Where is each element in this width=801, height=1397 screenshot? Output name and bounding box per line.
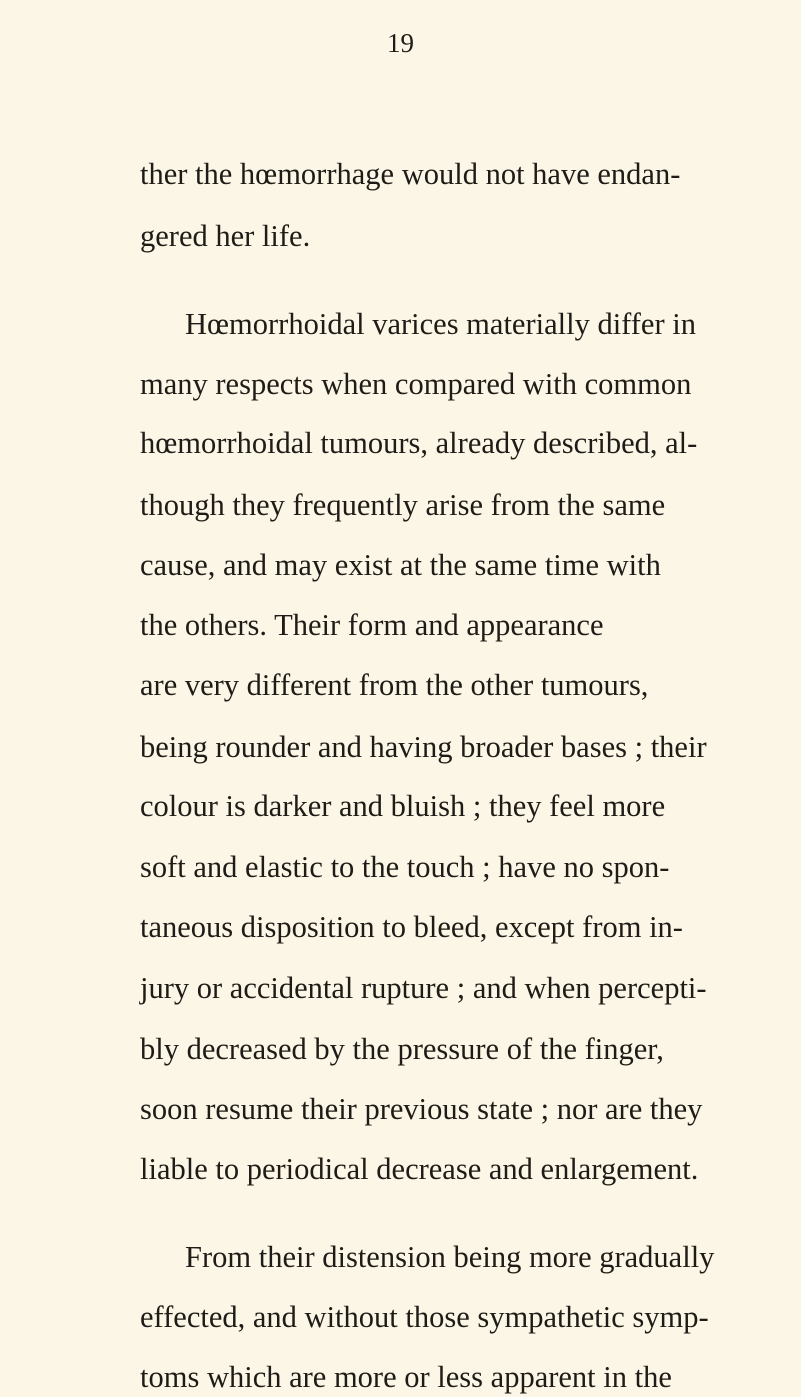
text-line: taneous disposition to bleed, except from in- — [140, 910, 683, 944]
text-line: being rounder and having broader bases ; their — [140, 730, 707, 764]
text-line: jury or accidental rupture ; and when percepti- — [140, 971, 707, 1005]
page-number: 19 — [387, 28, 414, 58]
text-line: soon resume their previous state ; nor are they — [140, 1092, 703, 1126]
text-line: colour is darker and bluish ; they feel more — [140, 789, 666, 823]
text-line: toms which are more or less apparent in the — [140, 1360, 672, 1394]
text-line: though they frequently arise from the same — [140, 488, 666, 522]
text-line: ther the hœmorrhage would not have endan- — [140, 157, 681, 191]
text-line: cause, and may exist at the same time with — [140, 548, 661, 582]
text-line: effected, and without those sympathetic symp- — [140, 1300, 709, 1334]
text-line: soft and elastic to the touch ; have no spon- — [140, 850, 670, 884]
text-line: bly decreased by the pressure of the finger, — [140, 1032, 664, 1066]
text-line: are very different from the other tumours, — [140, 668, 649, 702]
text-line: liable to periodical decrease and enlargement. — [140, 1152, 699, 1186]
text-line: many respects when compared with common — [140, 367, 692, 401]
text-line: hœmorrhoidal tumours, already described, al- — [140, 426, 698, 460]
text-line: gered her life. — [140, 219, 311, 253]
text-line: Hœmorrhoidal varices materially differ in — [185, 307, 696, 341]
text-line: From their distension being more gradually — [185, 1240, 715, 1274]
text-line: the others. Their form and appearance — [140, 608, 604, 642]
